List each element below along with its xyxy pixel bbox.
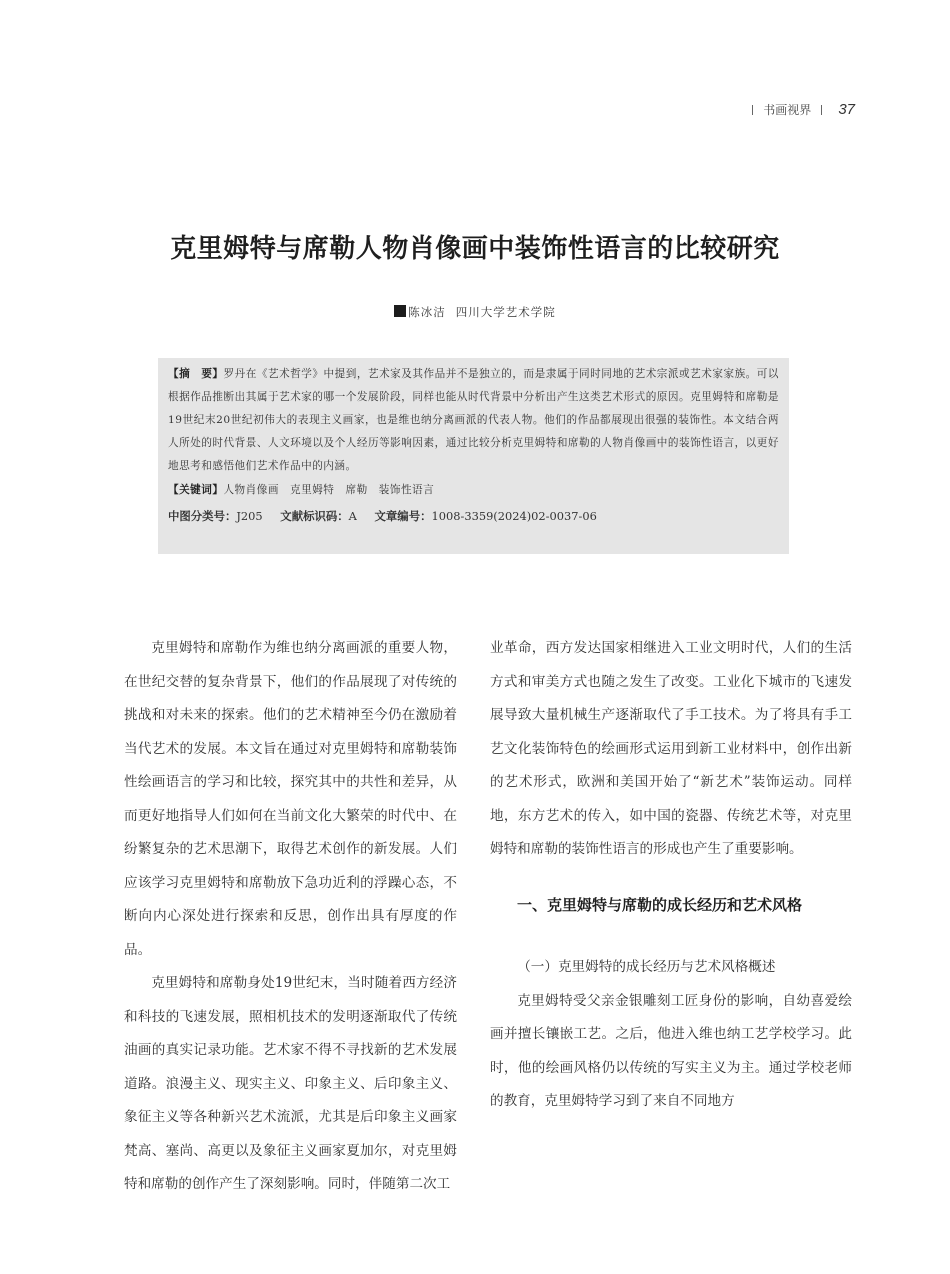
keywords-text: 人物肖像画 克里姆特 席勒 装饰性语言 <box>223 484 435 497</box>
byline <box>0 304 950 320</box>
classification-line <box>168 508 779 524</box>
author-affiliation: 四川大学艺术学院 <box>455 305 556 319</box>
abstract-text: 罗丹在《艺术哲学》中提到，艺术家及其作品并不是独立的，而是隶属于同时同地的艺术宗派或艺术家家族。可以根据作品推断出其属于艺术家的哪一个发展阶段，同样也能从时代背景中分析出产生这类艺术形式的原因。克里姆特和席勒是19世纪末20世纪初伟大的表现主义画家，也是维也纳分离画派的代表人物。他们的作品都展现出很强的装饰性。本文结合两人所处的时代背景、人文环境以及个人经历等影响因素，通过比较分析克里姆特和席勒的人物肖像画中的装饰性语言，以更好地思考和感悟他们艺术作品中的内涵。 <box>168 368 779 473</box>
body-paragraph-continued: 业革命，西方发达国家相继进入工业文明时代，人们的生活方式和审美方式也随之发生了改变。工业化下城市的飞速发展导致大量机械生产逐渐取代了手工技术。为了将具有手工艺文化装饰特色的绘画形式运用到新工业材料中，创作出新的艺术形式，欧洲和美国开始了“新艺术”装饰运动。同样地，东方艺术的传入，如中国的瓷器、传统艺术等，对克里姆特和席勒的装饰性语言的形成也产生了重要影响。 <box>490 640 852 857</box>
body-paragraph: 克里姆特和席勒身处19世纪末，当时随着西方经济和科技的飞速发展，照相机技术的发明逐渐取代了传统油画的真实记录功能。艺术家不得不寻找新的艺术发展道路。浪漫主义、现实主义、印象主义、后印象主义、象征主义等各种新兴艺术流派，尤其是后印象主义画家梵高、塞尚、高更以及象征主义画家夏加尔，对克里姆特和席勒的创作产生了深刻影响。同时，伴随第二次工 <box>124 975 457 1192</box>
subsection-heading: （一）克里姆特的成长经历与艺术风格概述 <box>517 959 776 975</box>
article-no-label: 文章编号： <box>374 509 432 524</box>
author-name: 陈冰洁 <box>408 305 446 319</box>
header-section-name: 书画视界 <box>763 103 812 117</box>
section-heading: 一、克里姆特与席勒的成长经历和艺术风格 <box>517 895 803 914</box>
article-no-value: 1008-3359(2024)02-0037-06 <box>431 509 597 524</box>
clc-label: 中图分类号： <box>168 509 237 524</box>
running-header <box>752 101 855 118</box>
body-paragraph: 克里姆特受父亲金银雕刻工匠身份的影响，自幼喜爱绘画并擅长镶嵌工艺。之后，他进入维也纳工艺学校学习。此时，他的绘画风格仍以传统的写实主义为主。通过学校老师的教育，克里姆特学习到了来自不同地方 <box>490 992 852 1109</box>
doc-code-value: A <box>348 509 357 524</box>
clc-value: J205 <box>236 509 263 524</box>
keywords-label: 【关键词】 <box>168 484 224 497</box>
header-divider-right <box>821 105 822 115</box>
body-paragraph: 克里姆特和席勒作为维也纳分离画派的重要人物，在世纪交替的复杂背景下，他们的作品展现了对传统的挑战和对未来的探索。他们的艺术精神至今仍在激励着当代艺术的发展。本文旨在通过对克里姆特和席勒装饰性绘画语言的学习和比较，探究其中的共性和差异，从而更好地指导人们如何在当前文化大繁荣的时代中、在纷繁复杂的艺术思潮下，取得艺术创作的新发展。人们应该学习克里姆特和席勒放下急功近利的浮躁心态，不断向内心深处进行探索和反思，创作出具有厚度的作品。 <box>124 640 457 958</box>
body-column-right <box>490 632 852 1119</box>
keywords <box>168 479 779 502</box>
abstract <box>168 363 779 478</box>
header-divider-left <box>752 105 753 115</box>
article-title: 克里姆特与席勒人物肖像画中装饰性语言的比较研究 <box>170 234 780 264</box>
abstract-box <box>158 358 789 554</box>
byline-square-icon <box>394 305 406 317</box>
body-column-left <box>124 632 457 1202</box>
doc-code-label: 文献标识码： <box>280 509 349 524</box>
page-number: 37 <box>838 101 855 118</box>
abstract-label: 【摘 要】 <box>168 368 224 380</box>
